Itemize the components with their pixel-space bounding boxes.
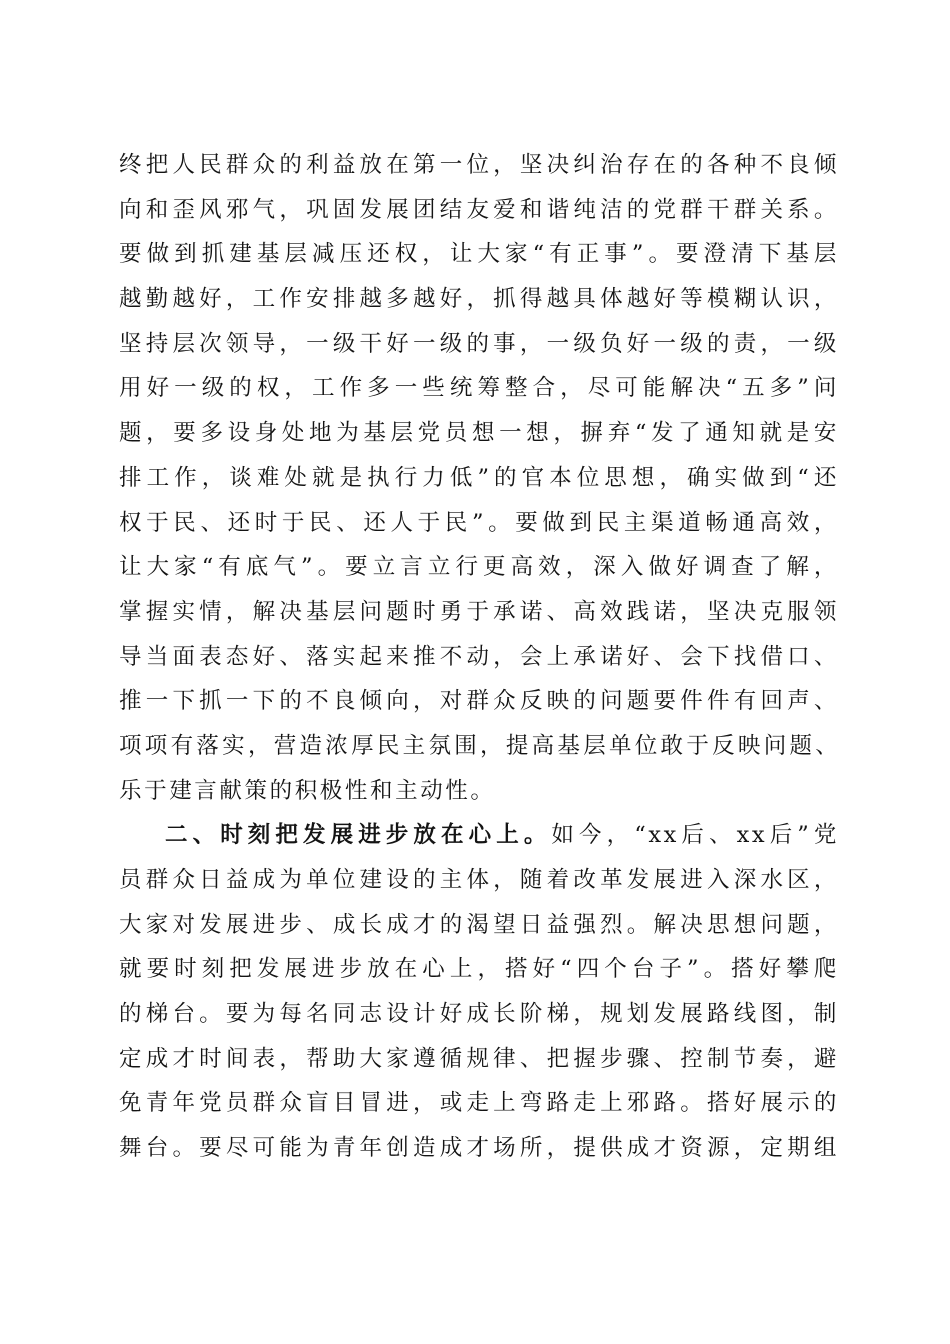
text-line: 项项有落实，营造浓厚民主氛围，提高基层单位敢于反映问题、 [119, 732, 839, 759]
text-line: 掌握实情，解决基层问题时勇于承诺、高效践诺，坚决克服领 [119, 598, 839, 625]
text-line-first [119, 813, 839, 858]
text-line: 员群众日益成为单位建设的主体，随着改革发展进入深水区， [119, 867, 839, 893]
text-line: 坚持层次领导，一级干好一级的事，一级负好一级的责，一级 [119, 330, 839, 357]
text-line: 定成才时间表，帮助大家遵循规律、把握步骤、控制节奏，避 [119, 1045, 839, 1072]
text-line: 向和歪风邪气，巩固发展团结友爱和谐纯洁的党群干群关系。 [119, 196, 839, 223]
text-line: 就要时刻把发展进步放在心上，搭好“四个台子”。搭好攀爬 [119, 956, 839, 983]
text-line: 让大家“有底气”。要立言立行更高效，深入做好调查了解， [119, 554, 839, 581]
text-line: 导当面表态好、落实起来推不动，会上承诺好、会下找借口、 [119, 643, 839, 670]
text-line: 用好一级的权，工作多一些统筹整合，尽可能解决“五多”问 [119, 375, 839, 402]
text-line: 要做到抓建基层减压还权，让大家“有正事”。要澄清下基层 [119, 241, 839, 268]
text-line: 终把人民群众的利益放在第一位，坚决纠治存在的各种不良倾 [119, 152, 839, 178]
text-line: 越勤越好，工作安排越多越好，抓得越具体越好等模糊认识， [119, 286, 839, 313]
text-line: 推一下抓一下的不良倾向，对群众反映的问题要件件有回声、 [119, 688, 839, 715]
text-line: 排工作，谈难处就是执行力低”的官本位思想，确实做到“还 [119, 464, 839, 491]
text-line: 舞台。要尽可能为青年创造成才场所，提供成才资源，定期组 [119, 1135, 839, 1162]
heading-continuation: 如今，“xx后、xx后”党 [551, 822, 839, 849]
text-line: 免青年党员群众盲目冒进，或走上弯路走上邪路。搭好展示的 [119, 1090, 839, 1117]
text-line-last: 乐于建言献策的积极性和主动性。 [119, 777, 496, 804]
text-line: 题，要多设身处地为基层党员想一想，摒弃“发了通知就是安 [119, 420, 839, 447]
section-heading: 二、时刻把发展进步放在心上。 [165, 822, 552, 849]
paragraph-2 [119, 813, 839, 1171]
body-text [119, 143, 839, 1171]
paragraph-1 [119, 143, 839, 813]
text-line: 大家对发展进步、成长成才的渴望日益强烈。解决思想问题， [119, 911, 839, 938]
text-line: 权于民、还时于民、还人于民”。要做到民主渠道畅通高效， [119, 509, 839, 536]
text-line: 的梯台。要为每名同志设计好成长阶梯，规划发展路线图，制 [119, 1001, 839, 1028]
